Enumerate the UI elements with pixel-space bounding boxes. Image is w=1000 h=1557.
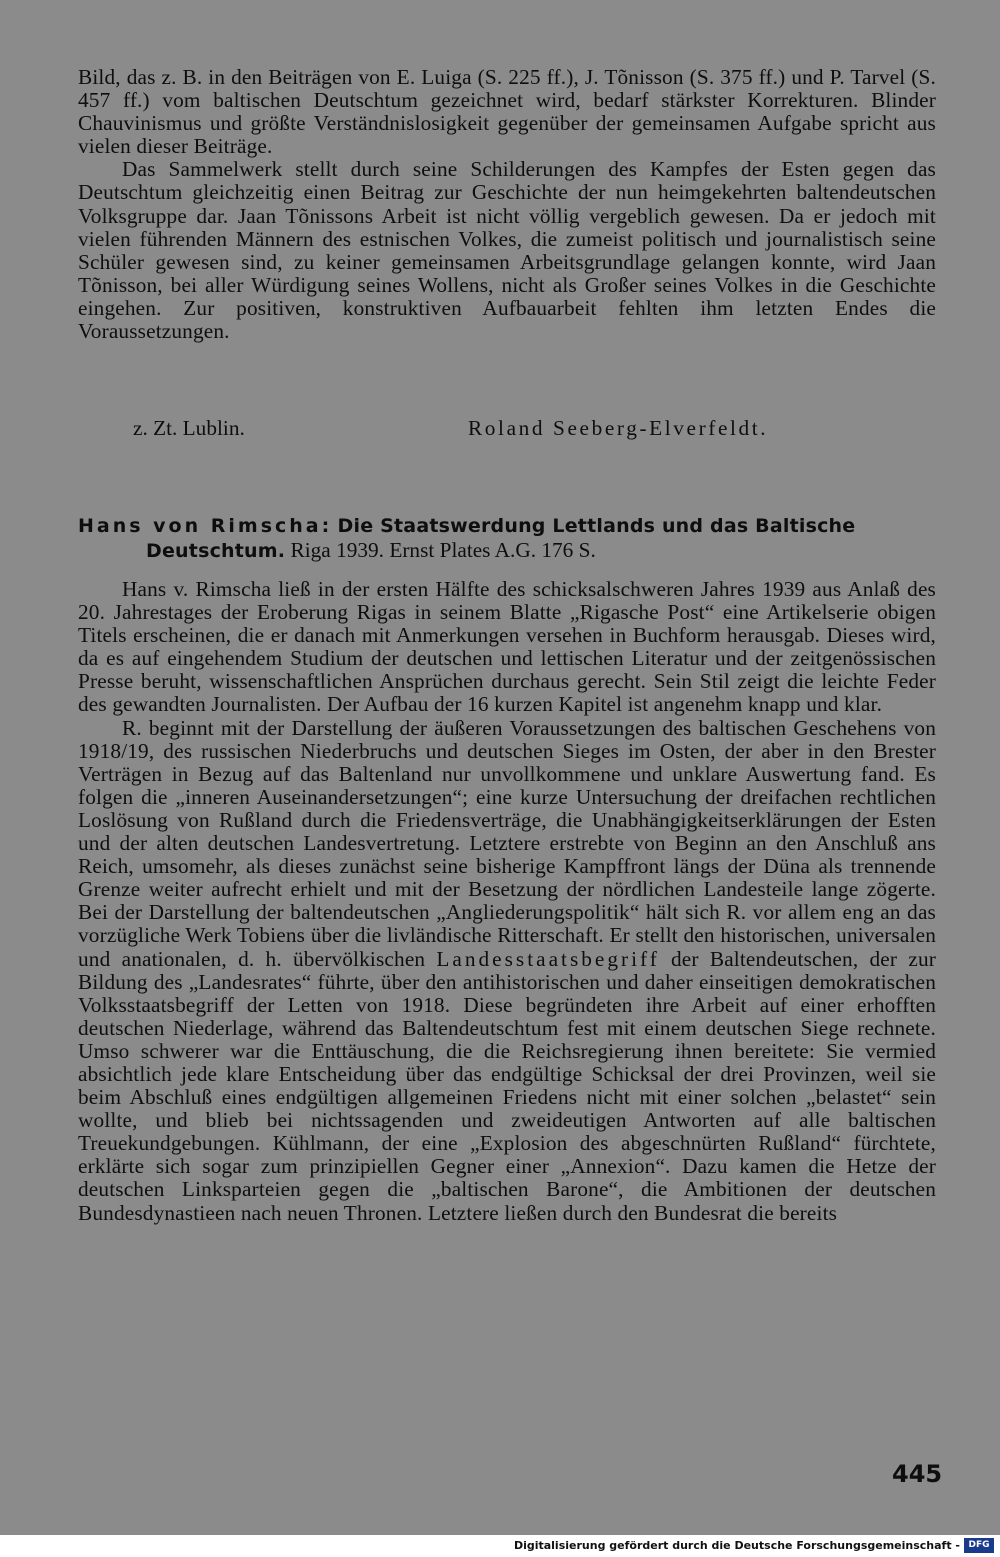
footer-credit: Digitalisierung gefördert durch die Deutsche Forschungsgemeinschaft - xyxy=(513,1539,960,1552)
paragraph: Hans v. Rimscha ließ in der ersten Hälfte des schicksalschweren Jahres 1939 aus Anlaß des 20. Jahrestages der Eroberung Rigas in seinem Blatte „Rigasche Post“ eine Artikelserie obigen Titels erscheinen, die er danach mit Anmerkungen versehen in Buchform herausgab. Dieses wird, da es auf eingehendem Studium der deutschen und lettischen Literatur und der zeitgenössischen Presse beruht, wissenschaftlichen Ansprüchen durchaus gerecht. Sein Stil zeigt die leichte Feder des gewandten Journalisten. Der Aufbau der 16 kurzen Kapitel ist angenehm knapp und klar. xyxy=(78,577,936,717)
paragraph-part: der Baltendeutschen, der zur Bildung des „Landesrates“ führte, über den antihistorischen und daher einseitigen demokratischen Volksstaatsbegriff der Letten von 1918. Diese begründeten ihre Arbeit auf einer erhofften deutschen Niederlage, während das Baltendeutschtum fest mit einem deutschen Siege rechnete. Umso schwerer war die Enttäuschung, die die Reichsregierung ihnen bereitete: Sie vermied absichtlich jede klare Entscheidung über das endgültige Schicksal der drei Provinzen, weil sie beim Abschluß eines endgültigen allgemeinen Friedens nicht mit einer solchen „belastet“ sein wollte, und blieb bei nichtssagenden und zweideutigen Antworten auf alle baltischen Treuekundgebungen. Kühlmann, der eine „Explosion des abgeschnürten Rußland“ fürchtete, erklärte sich sogar zum prinzipiellen Gegner einer „Annexion“. Dazu kamen die Hetze der deutschen Linksparteien gegen die „baltischen Barone“, die Ambitionen der deutschen Bundesdynastieen nach neuen Thronen. Letztere ließen durch den Bundesrat die bereits xyxy=(78,946,936,1225)
dfg-logo-icon: DFG xyxy=(964,1538,994,1553)
review-publication: Riga 1939. Ernst Plates A.G. 176 S. xyxy=(290,537,596,562)
signature-line xyxy=(78,416,936,442)
review-title-cont: Deutschtum. xyxy=(146,539,286,562)
page-number: 445 xyxy=(892,1460,943,1488)
signature-name: Roland Seeberg-Elverfeldt. xyxy=(468,416,769,440)
review-author: Hans von Rimscha: xyxy=(78,515,333,537)
review-body xyxy=(78,578,936,1225)
paragraph xyxy=(78,717,936,1225)
paragraph: Das Sammelwerk stellt durch seine Schilderungen des Kampfes der Esten gegen das Deutschtum gleichzeitig einen Beitrag zur Geschichte der nun heimgekehrten baltendeutschen Volksgruppe dar. Jaan Tõnissons Arbeit ist nicht völlig vergeblich gewesen. Da er jedoch mit vielen führenden Männern des estnischen Volkes, die zumeist politisch und journalistisch seine Schüler gewesen sind, zu keiner gemeinsamen Arbeitsgrundlage gelangen konnte, wird Jaan Tõnisson, bei aller Würdigung seines Wollens, nicht als Großer seines Volkes in die Geschichte eingehen. Zur positiven, konstruktiven Aufbauarbeit fehlten ihm letzten Endes die Voraussetzungen. xyxy=(78,157,936,344)
signature-place: z. Zt. Lublin. xyxy=(133,416,245,440)
previous-review-text xyxy=(78,66,936,343)
spaced-term: Landesstaatsbegriff xyxy=(436,946,660,971)
review-title: Die Staatswerdung Lettlands und das Baltische xyxy=(337,515,856,537)
review-heading xyxy=(78,514,938,563)
paragraph: Bild, das z. B. in den Beiträgen von E. Luiga (S. 225 ff.), J. Tõnisson (S. 375 ff.) und P. Tarvel (S. 457 ff.) vom baltischen Deutschtum gezeichnet wird, bedarf stärkster Korrekturen. Blinder Chauvinismus und größte Verständnislosigkeit gegenüber der gemeinsamen Aufgabe spricht aus vielen dieser Beiträge. xyxy=(78,65,936,159)
footer-bar xyxy=(0,1535,1000,1557)
paragraph-part: R. beginnt mit der Darstellung der äußeren Voraussetzungen des baltischen Geschehens von 1918/19, des russischen Niederbruchs und deutschen Sieges im Osten, der aber in den Brester Verträgen in Bezug auf das Baltenland nur unvollkommene und unklare Auswertung fand. Es folgen die „inneren Auseinandersetzungen“; eine kurze Untersuchung der dreifachen rechtlichen Loslösung von Rußland durch die Friedensverträge, die Unabhängigkeitserklärungen der Esten und der alten deutschen Landesvertretung. Letztere erstrebte von Beginn an den Anschluß ans Reich, umsomehr, als dieses zunächst seine bisherige Kampffront längs der Düna als trennende Grenze weiter aufrecht erhielt und mit der Besetzung der nördlichen Landesteile lange zögerte. Bei der Darstellung der baltendeutschen „Angliederungspolitik“ hält sich R. vor allem eng an das vorzügliche Werk Tobiens über die livländische Ritterschaft. Er stellt den historischen, universalen und anationalen, d. h. übervölkischen xyxy=(78,715,936,971)
